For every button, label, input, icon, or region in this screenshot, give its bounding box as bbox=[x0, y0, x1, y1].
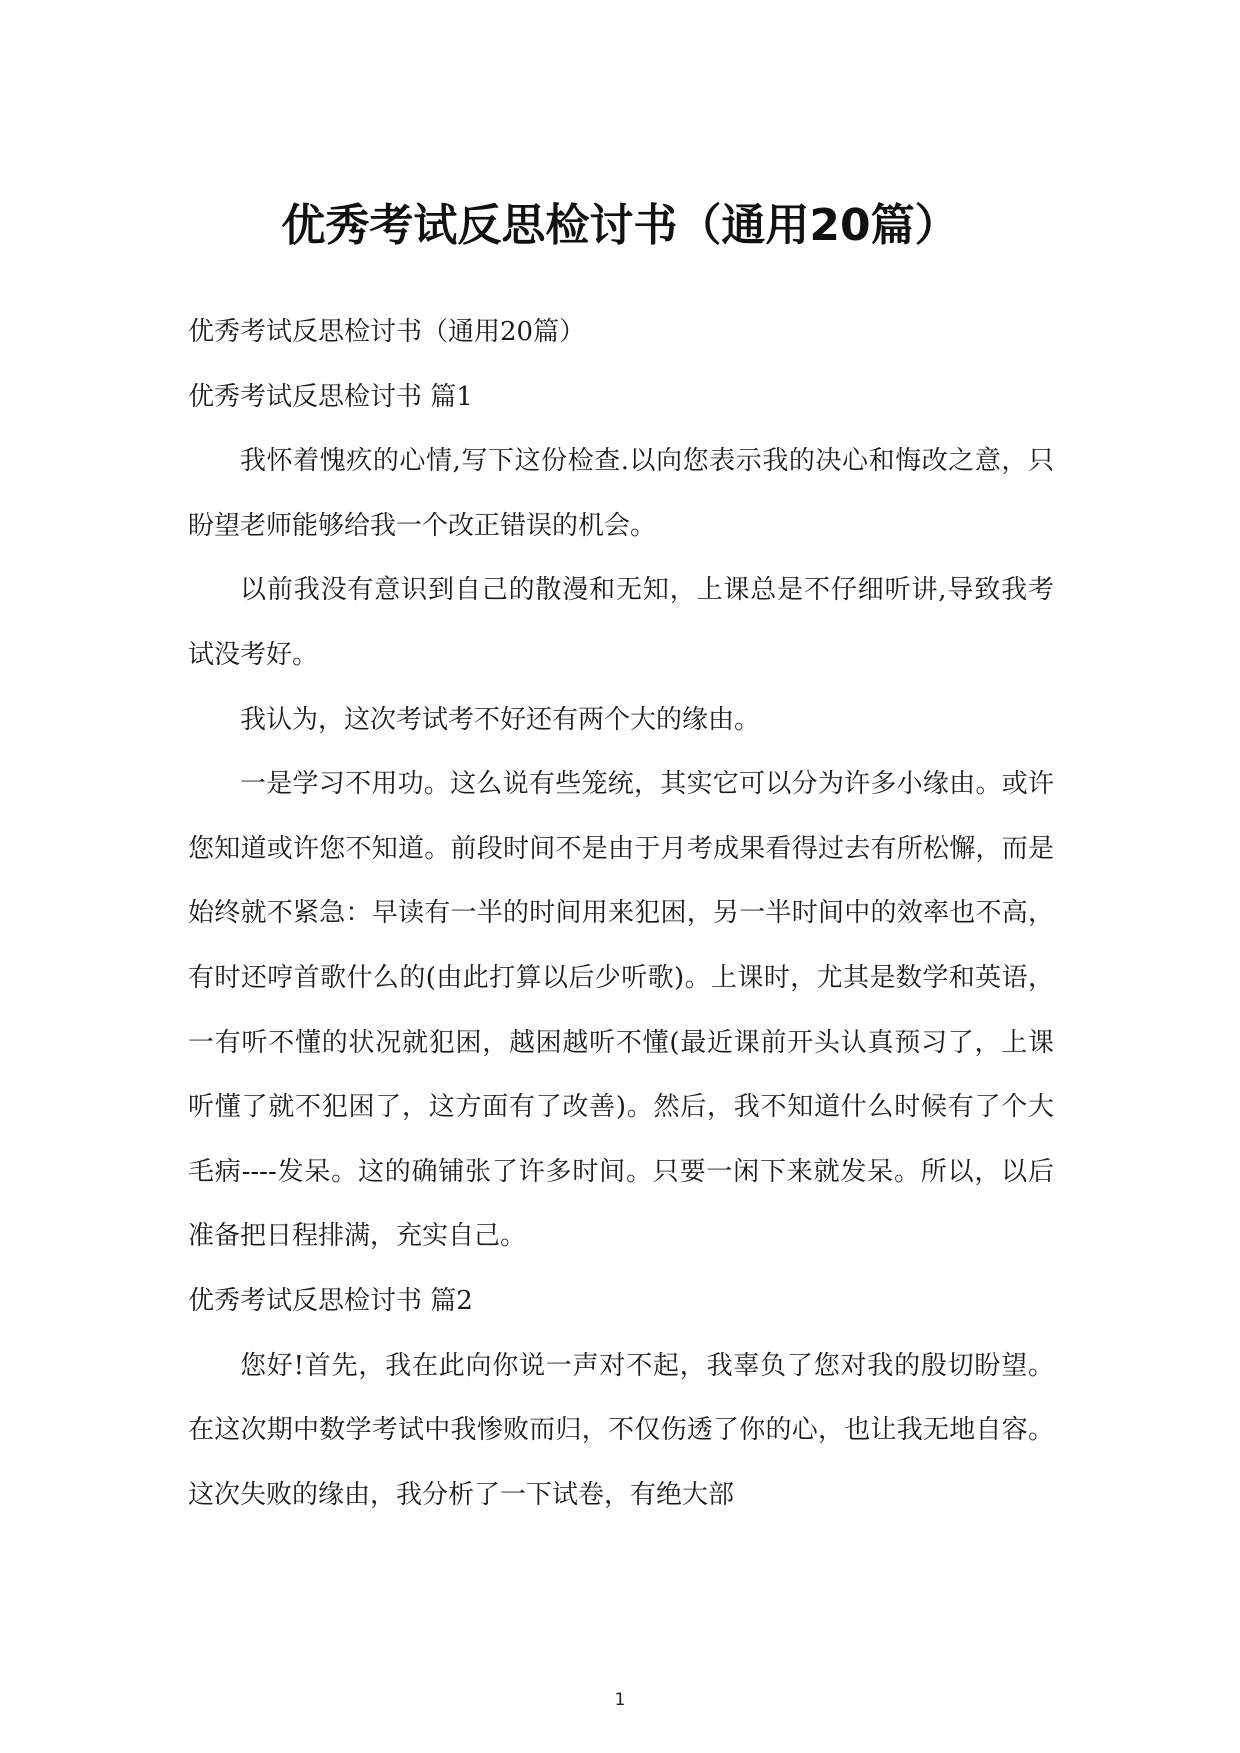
document-body bbox=[188, 300, 1054, 1527]
section-heading: 优秀考试反思检讨书 篇1 bbox=[188, 381, 473, 412]
page-number: 1 bbox=[614, 1690, 626, 1710]
paragraph: 我认为，这次考试考不好还有两个大的缘由。 bbox=[240, 704, 761, 735]
paragraph: 以前我没有意识到自己的散漫和无知，上课总是不仔细听讲,导致我考试没考好。 bbox=[188, 575, 1054, 670]
document-title: 优秀考试反思检讨书（通用20篇） bbox=[281, 200, 959, 251]
section-heading: 优秀考试反思检讨书 篇2 bbox=[188, 1285, 473, 1316]
paragraph: 我怀着愧疚的心情,写下这份检查.以向您表示我的决心和悔改之意，只盼望老师能够给我一个改正错误的机会。 bbox=[188, 446, 1054, 541]
paragraph: 您好!首先，我在此向你说一声对不起，我辜负了您对我的殷切盼望。在这次期中数学考试中我惨败而归，不仅伤透了你的心，也让我无地自容。这次失败的缘由，我分析了一下试卷，有绝大部 bbox=[188, 1350, 1054, 1510]
paragraph: 一是学习不用功。这么说有些笼统，其实它可以分为许多小缘由。或许您知道或许您不知道。前段时间不是由于月考成果看得过去有所松懈，而是始终就不紧急：早读有一半的时间用来犯困，另一半时间中的效率也不高，有时还哼首歌什么的(由此打算以后少听歌)。上课时，尤其是数学和英语，一有听不懂的状况就犯困，越困越听不懂(最近课前开头认真预习了，上课听懂了就不犯困了，这方面有了改善)。然后，我不知道什么时候有了个大毛病----发呆。这的确铺张了许多时间。只要一闲下来就发呆。所以，以后准备把日程排满，充实自己。 bbox=[188, 769, 1054, 1252]
document-subtitle: 优秀考试反思检讨书（通用20篇） bbox=[188, 317, 586, 347]
